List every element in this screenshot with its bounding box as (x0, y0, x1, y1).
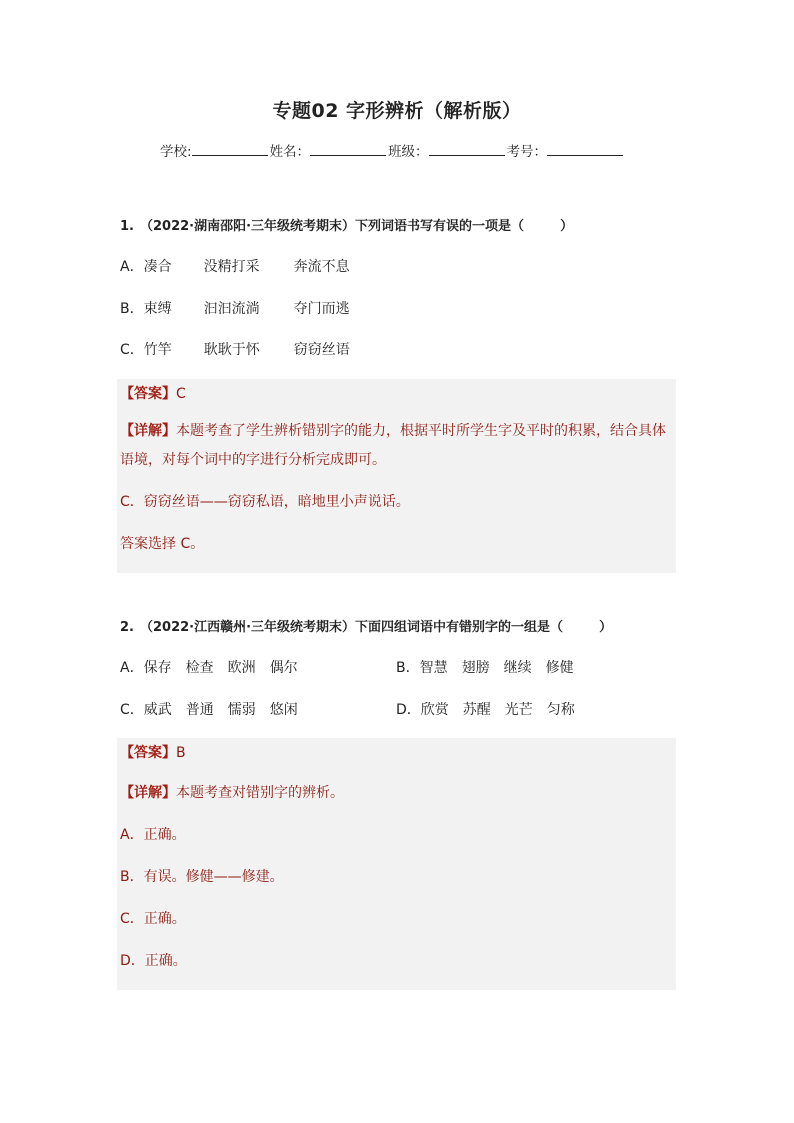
answer-line (120, 742, 186, 762)
option-word: 普通 (185, 702, 214, 718)
class-label: 班级： (388, 144, 429, 160)
question-stem: 下列词语书写有误的一项是（ (355, 219, 525, 234)
option-word: 悠闲 (269, 702, 298, 718)
question-source: （2022·江西赣州·三年级统考期末） (139, 620, 356, 635)
option-word: 奔流不息 (293, 259, 350, 275)
question-source: （2022·湖南邵阳·三年级统考期末） (139, 219, 356, 234)
option-word: 继续 (503, 660, 532, 676)
option-word: 束缚 (143, 301, 172, 317)
question-stem: 下面四组词语中有错别字的一组是（ (355, 620, 564, 635)
question-2-heading (120, 616, 612, 635)
class-blank[interactable] (429, 143, 505, 156)
question-1-option-a[interactable] (120, 256, 350, 276)
question-1-heading (120, 215, 573, 234)
option-word: 窃窃丝语 (293, 342, 350, 358)
school-blank[interactable] (192, 143, 268, 156)
option-word: 耿耿于怀 (203, 342, 260, 358)
student-info-line (160, 140, 625, 160)
analysis-line: C．窃窃丝语——窃窃私语，暗地里小声说话。 (120, 494, 410, 510)
exam-no-blank[interactable] (547, 143, 623, 156)
question-1-option-c[interactable] (120, 339, 350, 359)
option-word: 苏醒 (462, 702, 491, 718)
school-label: 学校: (160, 144, 192, 160)
option-word: 保存 (143, 660, 172, 676)
option-word: 偶尔 (269, 660, 298, 676)
name-label: 姓名： (269, 144, 311, 160)
option-word: 威武 (143, 702, 172, 718)
detail-paragraph (120, 417, 676, 475)
analysis-line: B．有误。修健——修建。 (120, 869, 284, 885)
answer-label: 【答案】 (120, 386, 176, 402)
option-word: 欧洲 (227, 660, 256, 676)
question-number: 2. (120, 620, 134, 635)
option-letter: B． (396, 660, 420, 676)
question-2-option-a[interactable] (120, 657, 298, 677)
option-letter: C． (120, 342, 144, 358)
question-2-option-c[interactable] (120, 699, 298, 719)
option-word: 凑合 (143, 259, 172, 275)
answer-label: 【答案】 (120, 745, 176, 761)
detail-label: 【详解】 (120, 785, 176, 801)
option-letter: D． (396, 702, 421, 718)
name-blank[interactable] (310, 143, 386, 156)
analysis-line: C．正确。 (120, 911, 186, 927)
question-1-option-b[interactable] (120, 298, 350, 318)
page-title: 专题02 字形辨析（解析版） (272, 100, 522, 122)
question-close-paren: ） (599, 620, 613, 635)
option-word: 竹竿 (143, 342, 172, 358)
question-2-answer-box (117, 738, 676, 990)
option-letter: A． (120, 660, 144, 676)
option-word: 翅膀 (461, 660, 490, 676)
detail-label: 【详解】 (120, 423, 176, 439)
conclusion-line: 答案选择 C。 (120, 536, 205, 552)
exam-no-label: 考号： (506, 144, 548, 160)
option-word: 检查 (185, 660, 214, 676)
option-word: 懦弱 (227, 702, 256, 718)
option-word: 汩汩流淌 (203, 301, 260, 317)
option-word: 欣赏 (420, 702, 449, 718)
option-letter: B． (120, 301, 144, 317)
option-word: 夺门而逃 (293, 301, 350, 317)
answer-value: C (176, 386, 186, 402)
detail-line (120, 782, 344, 802)
question-number: 1. (120, 219, 134, 234)
question-1-answer-box (117, 379, 676, 573)
question-close-paren: ） (560, 219, 574, 234)
analysis-line: A．正确。 (120, 827, 186, 843)
answer-line (120, 383, 186, 403)
option-letter: C． (120, 702, 144, 718)
detail-text: 本题考查了学生辨析错别字的能力，根据平时所学生字及平时的积累，结合具体语境，对每个词中的字进行分析完成即可。 (120, 423, 666, 468)
question-2-option-b[interactable] (396, 657, 574, 677)
option-word: 匀称 (546, 702, 575, 718)
analysis-line: D．正确。 (120, 953, 187, 969)
option-word: 没精打采 (203, 259, 260, 275)
answer-value: B (176, 745, 186, 761)
option-word: 智慧 (419, 660, 448, 676)
option-letter: A． (120, 259, 144, 275)
question-2-option-d[interactable] (396, 699, 575, 719)
option-word: 修健 (545, 660, 574, 676)
detail-text: 本题考查对错别字的辨析。 (176, 785, 344, 801)
option-word: 光芒 (504, 702, 533, 718)
